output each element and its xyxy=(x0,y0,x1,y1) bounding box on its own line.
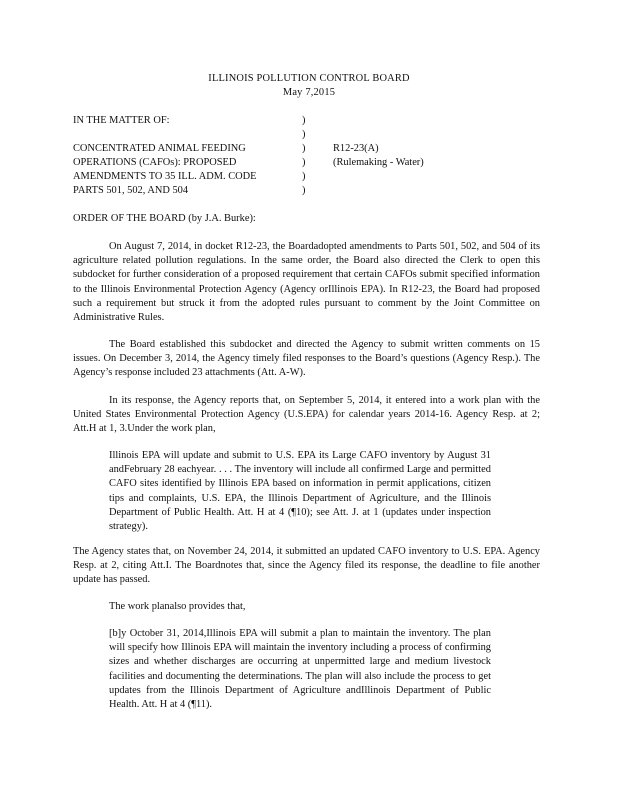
block-quote-inventory: Illinois EPA will update and submit to U.S. EPA its Large CAFO inventory by August 31 andFebruary 28 eachyear. . . . The inventory will include all confirmed Large and permitted CAFO sites identified by Illinois EPA based on information in permit applications, citizen tips and complaints, U.S. EPA, the Illinois Department of Agriculture, and the Illinois Department of Public Health. Att. H at 4 (¶10); see Att. J. at 1 (updates under inspection strategy). xyxy=(109,450,491,533)
paragraph-subdocket: The Board established this subdocket and directed the Agency to submit written comments on 15 issues. On December 3, 2014, the Agency timely filed responses to the Board’s questions (Agency Resp.). The Agency’s response included 23 attachments (Att. A-W). xyxy=(73,339,540,379)
caption-paren: ) xyxy=(302,157,306,168)
order-of-the-board-line: ORDER OF THE BOARD (by J.A. Burke): xyxy=(73,213,256,224)
paragraph-work-plan-provides: The work planalso provides that, xyxy=(109,601,246,612)
caption-paren: ) xyxy=(302,185,306,196)
order-date: May 7,2015 xyxy=(282,87,336,98)
board-heading: ILLINOIS POLLUTION CONTROL BOARD xyxy=(208,73,410,84)
caption-line: PARTS 501, 502, AND 504 xyxy=(73,185,189,196)
caption-paren: ) xyxy=(302,143,306,154)
paragraph-adoption: On August 7, 2014, in docket R12-23, the Boardadopted amendments to Parts 501, 502, and 504 of its agriculture related pollution regulations. In the same order, the Board also directed the Clerk to open this subdocket for further consideration of a proposed requirement that certain CAFOs submit specified information to the Illinois Environmental Protection Agency (Agency orIllinois EPA). In R12-23, the Board had proposed such a requirement but struck it from the adopted rules pursuant to comment by the Joint Committee on Administrative Rules. xyxy=(73,241,540,324)
docket-type: (Rulemaking - Water) xyxy=(333,157,424,168)
caption-paren: ) xyxy=(302,171,306,182)
in-the-matter-label: IN THE MATTER OF: xyxy=(73,115,170,126)
caption-line: AMENDMENTS TO 35 ILL. ADM. CODE xyxy=(73,171,257,182)
docket-number: R12-23(A) xyxy=(333,143,379,154)
block-quote-maintain-plan: [b]y October 31, 2014,Illinois EPA will submit a plan to maintain the inventory. The plan will specify how Illinois EPA will maintain the inventory including a process of confirming sizes and whether discharges are occurring at unpermitted large and medium livestock facilities and documenting the determinations. The plan will also include the process to get updates from the Illinois Department of Agriculture andIllinois Department of Public Health. Att. H at 4 (¶11). xyxy=(109,628,491,711)
paragraph-work-plan: In its response, the Agency reports that, on September 5, 2014, it entered into a work plan with the United States Environmental Protection Agency (U.S.EPA) for calendar years 2014-16. Agency Resp. at 2; Att.H at 1, 3.Under the work plan, xyxy=(73,395,540,435)
caption-paren: ) xyxy=(302,129,306,140)
caption-line: OPERATIONS (CAFOs): PROPOSED xyxy=(73,157,237,168)
caption-line: CONCENTRATED ANIMAL FEEDING xyxy=(73,143,246,154)
paragraph-updated-inventory: The Agency states that, on November 24, 2014, it submitted an updated CAFO inventory to U.S. EPA. Agency Resp. at 2, citing Att.I. The Boardnotes that, since the Agency filed its response, the deadline to file another update has passed. xyxy=(73,546,540,586)
caption-paren: ) xyxy=(302,115,306,126)
